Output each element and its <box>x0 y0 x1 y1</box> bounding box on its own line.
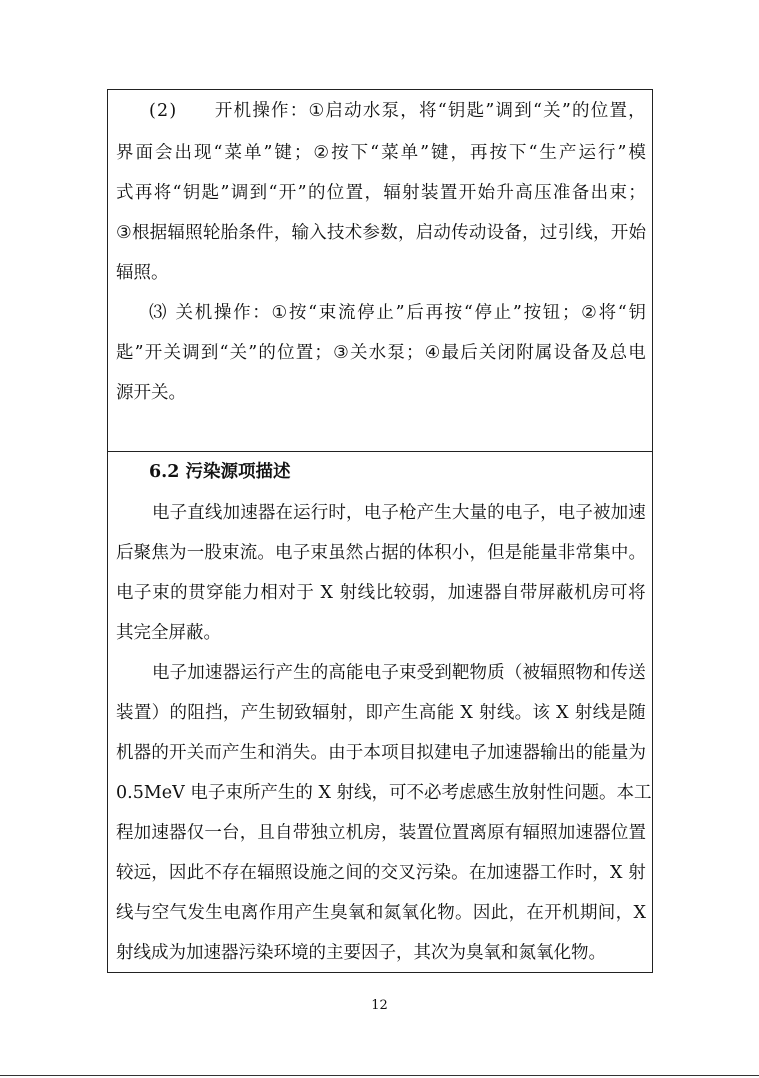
text-line: ( 2 ) 开 机 操 作 ： ① 启 动 水 泵 ， 将 “ 钥 匙 ” 调 到 “ 关 ” 的 位 置 ， <box>149 101 646 121</box>
text-line: 0 . 5 M e V 电 子 束 所 产 生 的 X 射 线 ， 可 不 必 考 虑 感 生 放 射 性 问 题 。 本 工 <box>116 783 652 803</box>
text-line: 线 与 空 气 发 生 电 离 作 用 产 生 臭 氧 和 氮 氧 化 物 。 因 此 ， 在 开 机 期 间 ， X <box>116 903 646 923</box>
text-line: 较 远 ， 因 此 不 存 在 辐 照 设 施 之 间 的 交 叉 污 染 。 在 加 速 器 工 作 时 ， X 射 <box>116 863 646 883</box>
text-line: 电 子 束 的 贯 穿 能 力 相 对 于 X 射 线 比 较 弱 ， 加 速 器 自 带 屏 蔽 机 房 可 将 <box>116 583 646 603</box>
text-line: 辐照。 <box>116 263 169 283</box>
page-number: 12 <box>371 998 388 1013</box>
text-line: 机 器 的 开 关 而 产 生 和 消 失 。 由 于 本 项 目 拟 建 电 子 加 速 器 输 出 的 能 量 为 <box>116 743 646 763</box>
text-line: 程 加 速 器 仅 一 台 ， 且 自 带 独 立 机 房 ， 装 置 位 置 离 原 有 辐 照 加 速 器 位 置 <box>116 823 646 843</box>
text-line: 匙 ” 开 关 调 到 “ 关 ” 的 位 置 ； ③ 关 水 泵 ； ④ 最 后 关 闭 附 属 设 备 及 总 电 <box>116 343 646 363</box>
table-cell-operation <box>107 89 653 451</box>
text-line: ⑶ 关 机 操 作 ： ① 按 “ 束 流 停 止 ” 后 再 按 “ 停 止 ” 按 钮 ； ② 将 “ 钥 <box>149 303 646 323</box>
table-cell-pollution-source <box>107 451 653 973</box>
text-line: 式 再 将 “ 钥 匙 ” 调 到 “ 开 ” 的 位 置 ， 辐 射 装 置 开 始 升 高 压 准 备 出 束 ； <box>116 183 646 203</box>
text-line: 界 面 会 出 现 “ 菜 单 ” 键 ； ② 按 下 “ 菜 单 ” 键 ， 再 按 下 “ 生 产 运 行 ” 模 <box>116 143 646 163</box>
text-line: 源开关。 <box>116 383 186 403</box>
text-line: 电 子 直 线 加 速 器 在 运 行 时 ， 电 子 枪 产 生 大 量 的 电 子 ， 电 子 被 加 速 <box>152 503 646 523</box>
text-line: 装 置 ） 的 阻 挡 ， 产 生 韧 致 辐 射 ， 即 产 生 高 能 X 射 线 。 该 X 射 线 是 随 <box>116 703 646 723</box>
section-heading: 6.2 污染源项描述 <box>149 462 291 482</box>
text-line: 其完全屏蔽。 <box>116 623 221 643</box>
footer-rule <box>0 1075 759 1076</box>
text-line: 电 子 加 速 器 运 行 产 生 的 高 能 电 子 束 受 到 靶 物 质 （ 被 辐 照 物 和 传 送 <box>152 663 646 683</box>
text-line: ③ 根 据 辐 照 轮 胎 条 件 ， 输 入 技 术 参 数 ， 启 动 传 动 设 备 ， 过 引 线 ， 开 始 <box>116 223 646 243</box>
text-line: 后 聚 焦 为 一 股 束 流 。 电 子 束 虽 然 占 据 的 体 积 小 ， 但 是 能 量 非 常 集 中 。 <box>116 543 646 563</box>
text-line: 射线成为加速器污染环境的主要因子，其次为臭氧和氮氧化物。 <box>116 943 606 963</box>
